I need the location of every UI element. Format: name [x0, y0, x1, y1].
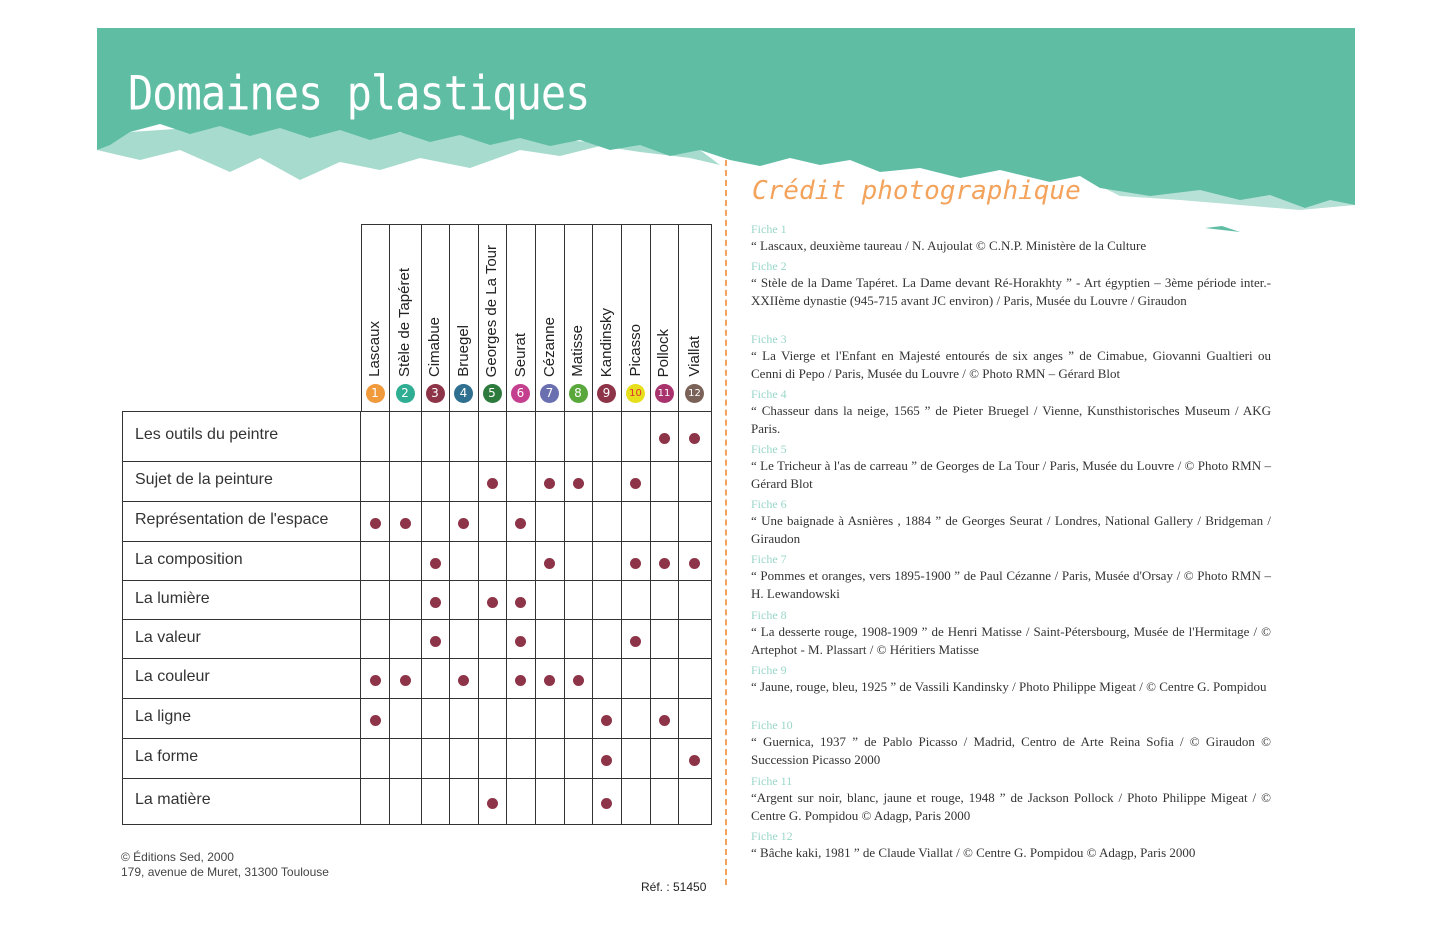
- column-number-badge: 2: [396, 384, 415, 403]
- credit-fiche-label: Fiche 11: [751, 774, 793, 788]
- grid-vline: [389, 224, 390, 824]
- credit-item: [751, 552, 1271, 602]
- grid-mark-dot: [515, 518, 526, 529]
- grid-mark-dot: [400, 518, 411, 529]
- grid-vline: [621, 224, 622, 824]
- grid-mark-dot: [689, 558, 700, 569]
- grid-mark-dot: [487, 798, 498, 809]
- column-label: Stèle de Tapéret: [396, 268, 413, 377]
- credit-fiche-label: Fiche 2: [751, 259, 787, 273]
- row-label: La couleur: [135, 668, 210, 685]
- grid-hline: [122, 580, 712, 581]
- grid-mark-dot: [573, 478, 584, 489]
- credit-fiche-text: “Argent sur noir, blanc, jaune et rouge, 1948 ” de Jackson Pollock / Photo Philippe Migeat / © Centre G. Pompidou © Adagp, Paris 2000: [751, 790, 1271, 823]
- grid-mark-dot: [689, 433, 700, 444]
- grid-hline: [122, 778, 712, 779]
- credit-fiche-label: Fiche 12: [751, 829, 793, 843]
- column-label: Cimabue: [426, 316, 443, 377]
- grid-mark-dot: [544, 478, 555, 489]
- grid-hline: [122, 698, 712, 699]
- grid-mark-dot: [601, 798, 612, 809]
- grid-mark-dot: [430, 636, 441, 647]
- credit-item: [751, 774, 1271, 824]
- credit-fiche-text: “ Bâche kaki, 1981 ” de Claude Viallat / © Centre G. Pompidou © Adagp, Paris 2000: [751, 845, 1196, 860]
- grid-vline: [506, 224, 507, 824]
- column-label: Cézanne: [540, 316, 558, 377]
- row-label: La lumière: [135, 589, 210, 607]
- credit-fiche-label: Fiche 4: [751, 387, 787, 401]
- grid-mark-dot: [689, 755, 700, 766]
- grid-vline: [478, 224, 479, 824]
- column-label: Georges de La Tour: [483, 244, 500, 377]
- credit-fiche-label: Fiche 6: [751, 497, 787, 511]
- grid-vline: [421, 224, 422, 824]
- credit-fiche-text: “ Jaune, rouge, bleu, 1925 ” de Vassili Kandinsky / Photo Philippe Migeat / © Centre G. Pompidou: [751, 679, 1267, 694]
- grid-mark-dot: [659, 558, 670, 569]
- credit-fiche-label: Fiche 9: [751, 663, 787, 677]
- grid-hline: [122, 658, 712, 659]
- address-text: 179, avenue de Muret, 31300 Toulouse: [121, 865, 329, 879]
- grid-mark-dot: [630, 478, 641, 489]
- credit-fiche-text: “ La desserte rouge, 1908-1909 ” de Henri Matisse / Saint-Pétersbourg, Musée de l'Hermitage / © Artephot - M. Plassart / © Héritiers Matisse: [751, 624, 1271, 657]
- credit-fiche-label: Fiche 7: [751, 552, 787, 566]
- grid-mark-dot: [544, 675, 555, 686]
- column-number-badge: 6: [511, 384, 530, 403]
- column-number-badge: 5: [483, 384, 502, 403]
- grid-mark-dot: [370, 715, 381, 726]
- grid-mark-dot: [659, 715, 670, 726]
- row-label: La ligne: [135, 708, 192, 725]
- credit-fiche-text: “ Stèle de la Dame Tapéret. La Dame devant Ré-Horakhty ” - Art égyptien – 3ème période inter.-XXIIème dynastie (945-715 avant JC environ) / Paris, Musée du Louvre / Giraudon: [751, 275, 1271, 308]
- column-number-badge: 7: [540, 384, 559, 403]
- row-label: La valeur: [135, 628, 201, 646]
- credit-item: [751, 497, 1271, 547]
- credit-fiche-text: “ Une baignade à Asnières , 1884 ” de Georges Seurat / Londres, National Gallery / Bridgeman / Giraudon: [751, 513, 1271, 546]
- grid-hline: [122, 541, 712, 542]
- grid-mark-dot: [487, 597, 498, 608]
- credit-fiche-text: “ Chasseur dans la neige, 1565 ” de Pieter Bruegel / Vienne, Kunsthistorisches Museum / AKG Paris.: [751, 403, 1271, 436]
- credit-fiche-label: Fiche 8: [751, 608, 787, 622]
- grid-mark-dot: [370, 518, 381, 529]
- row-label: Les outils du peintre: [135, 426, 279, 443]
- row-label: Sujet de la peinture: [135, 471, 273, 488]
- grid-vline: [360, 411, 361, 825]
- credit-item: [751, 222, 1271, 255]
- credit-fiche-text: “ Le Tricheur à l'as de carreau ” de Georges de La Tour / Paris, Musée du Louvre / © Photo RMN – Gérard Blot: [751, 458, 1271, 491]
- credit-item: [751, 608, 1271, 658]
- grid-mark-dot: [601, 755, 612, 766]
- column-number-badge: 12: [685, 384, 704, 403]
- column-label: Bruegel: [454, 325, 472, 377]
- credit-item: [751, 259, 1271, 309]
- grid-mark-dot: [370, 675, 381, 686]
- credit-item: [751, 829, 1271, 862]
- row-label: La composition: [135, 550, 243, 568]
- row-label: La matière: [135, 791, 211, 808]
- credits-title: Crédit photographique: [752, 176, 1081, 206]
- grid-mark-dot: [515, 675, 526, 686]
- grid-mark-dot: [630, 636, 641, 647]
- grid-hline: [122, 738, 712, 739]
- credit-fiche-text: “ Pommes et oranges, vers 1895-1900 ” de Paul Cézanne / Paris, Musée d'Orsay / © Photo RMN – H. Lewandowski: [751, 568, 1271, 601]
- grid-mark-dot: [659, 433, 670, 444]
- grid-hline: [122, 619, 712, 620]
- grid-mark-dot: [544, 558, 555, 569]
- column-header-box: [361, 224, 712, 412]
- grid-vline: [650, 224, 651, 824]
- row-label: Représentation de l'espace: [135, 511, 329, 528]
- credit-fiche-text: “ Lascaux, deuxième taureau / N. Aujoulat © C.N.P. Ministère de la Culture: [751, 238, 1147, 253]
- credit-item: [751, 718, 1271, 768]
- grid-mark-dot: [573, 675, 584, 686]
- grid-mark-dot: [487, 478, 498, 489]
- credit-item: [751, 663, 1271, 696]
- credit-fiche-label: Fiche 3: [751, 332, 787, 346]
- grid-mark-dot: [458, 518, 469, 529]
- credit-item: [751, 442, 1271, 492]
- column-number-badge: 8: [569, 384, 588, 403]
- grid-vline: [678, 224, 679, 824]
- grid-vline: [449, 224, 450, 824]
- grid-vline: [535, 224, 536, 824]
- grid-mark-dot: [458, 675, 469, 686]
- column-number-badge: 10: [626, 384, 645, 403]
- grid-vline: [592, 224, 593, 824]
- column-label: Picasso: [626, 324, 644, 377]
- grid-hline: [122, 461, 712, 462]
- column-number-badge: 1: [366, 384, 385, 403]
- publisher-text: © Éditions Sed, 2000: [121, 850, 234, 864]
- grid-mark-dot: [400, 675, 411, 686]
- column-number-badge: 3: [426, 384, 445, 403]
- column-label: Matisse: [569, 325, 586, 377]
- column-number-badge: 9: [597, 384, 616, 403]
- credit-fiche-label: Fiche 10: [751, 718, 793, 732]
- grid-mark-dot: [430, 558, 441, 569]
- column-number-badge: 11: [655, 384, 674, 403]
- credit-fiche-label: Fiche 5: [751, 442, 787, 456]
- credit-item: [751, 332, 1271, 382]
- column-label: Seurat: [511, 332, 529, 377]
- grid-mark-dot: [630, 558, 641, 569]
- row-label: La forme: [135, 748, 199, 765]
- column-label: Kandinsky: [597, 307, 615, 377]
- column-number-badge: 4: [454, 384, 473, 403]
- column-label: Lascaux: [366, 321, 383, 377]
- credit-fiche-text: “ Guernica, 1937 ” de Pablo Picasso / Madrid, Centro de Arte Reina Sofia / © Giraudon © Succession Picasso 2000: [751, 734, 1271, 767]
- credit-fiche-label: Fiche 1: [751, 222, 787, 236]
- grid-hline: [122, 501, 712, 502]
- grid-mark-dot: [515, 636, 526, 647]
- column-label: Viallat: [685, 336, 703, 377]
- grid-mark-dot: [515, 597, 526, 608]
- dashed-divider: [725, 160, 727, 885]
- credit-item: [751, 387, 1271, 437]
- grid-mark-dot: [601, 715, 612, 726]
- credit-fiche-text: “ La Vierge et l'Enfant en Majesté entourés de six anges ” de Cimabue, Giovanni Gualtieri ou Cenni di Pepo / Paris, Musée du Louvre / © Photo RMN – Gérard Blot: [751, 348, 1271, 381]
- grid-mark-dot: [430, 597, 441, 608]
- reference-text: Réf. : 51450: [641, 880, 707, 894]
- page-title: Domaines plastiques: [128, 66, 590, 121]
- grid-vline: [564, 224, 565, 824]
- column-label: Pollock: [655, 328, 672, 377]
